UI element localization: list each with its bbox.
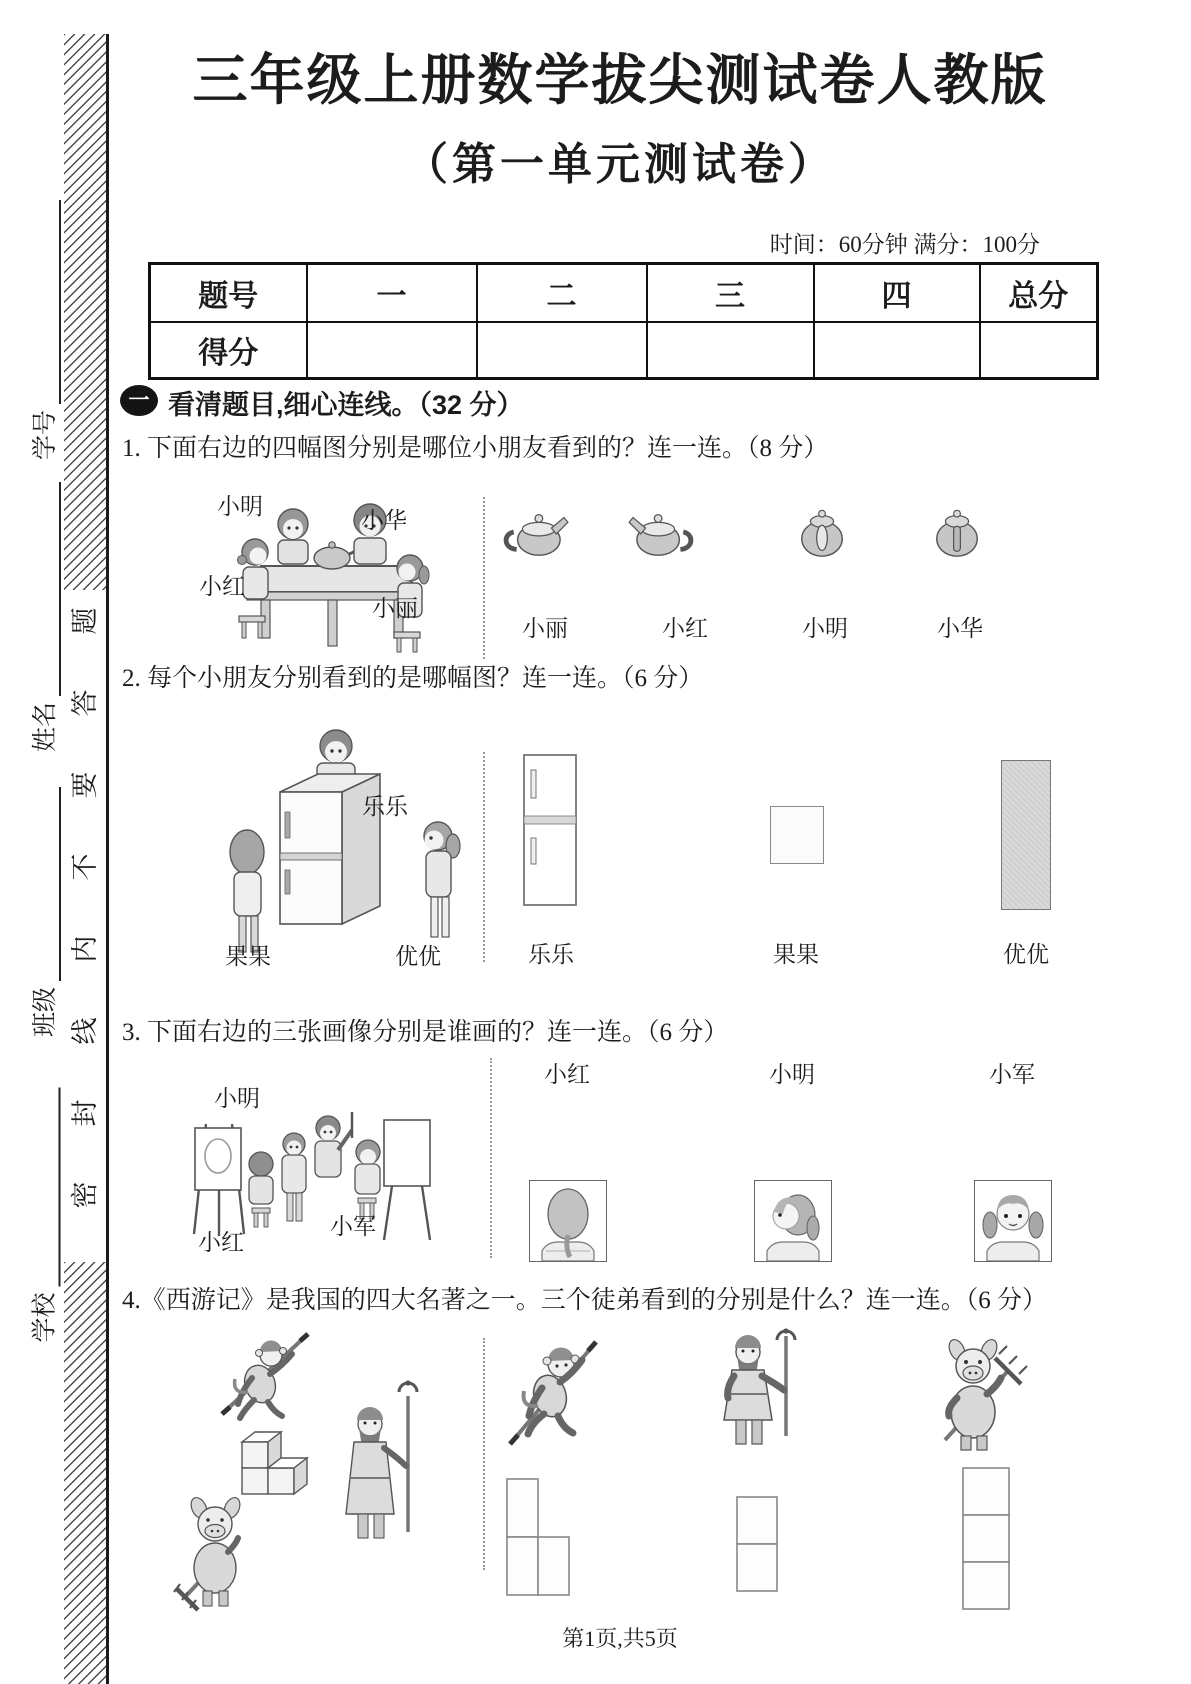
seal-char: 不 bbox=[70, 853, 100, 881]
score-table-header: 总分 bbox=[980, 264, 1098, 323]
q2-scene-label-behind: 乐乐 bbox=[362, 794, 408, 819]
q1-scene-label-left: 小红 bbox=[199, 574, 245, 599]
q2-scene-illustration bbox=[185, 700, 495, 969]
q2-scene-label-right: 优优 bbox=[395, 944, 441, 969]
page-title: 三年级上册数学拔尖测试卷人教版 bbox=[192, 50, 1048, 111]
class-field bbox=[27, 787, 61, 1037]
page-subtitle: （第一单元测试卷） bbox=[404, 140, 836, 189]
blocks-two-stack-image bbox=[736, 1496, 780, 1594]
q1-option-label: 小红 bbox=[662, 616, 708, 641]
name-field bbox=[27, 482, 61, 752]
zhu-bajie-image bbox=[925, 1330, 1043, 1452]
q1-option-label: 小华 bbox=[937, 616, 983, 641]
portrait-back-view-image bbox=[529, 1180, 607, 1262]
kids-around-refrigerator-image bbox=[185, 700, 495, 965]
q1-scene-label-right: 小丽 bbox=[372, 596, 418, 621]
seal-char: 要 bbox=[70, 771, 100, 799]
q1-option-label: 小丽 bbox=[522, 616, 568, 641]
q1-scene-illustration bbox=[165, 468, 470, 658]
question-4-text: 4.《西游记》是我国的四大名著之一。三个徒弟看到的分别是什么？连一连。（6 分） bbox=[122, 1287, 1048, 1314]
fridge-top-view-image bbox=[770, 806, 824, 864]
fridge-front-view-image bbox=[523, 754, 577, 906]
q2-option-label: 优优 bbox=[1003, 942, 1049, 967]
seal-border-line bbox=[106, 34, 109, 1684]
q4-divider bbox=[483, 1338, 485, 1570]
class-blank bbox=[33, 787, 61, 981]
q1-scene-label-top-left: 小明 bbox=[217, 494, 263, 519]
student-number-label: 学号 bbox=[32, 409, 59, 460]
score-table-header: 三 bbox=[647, 264, 814, 323]
q3-scene-illustration bbox=[168, 1072, 443, 1255]
blocks-three-stack-image bbox=[962, 1467, 1012, 1613]
score-cell bbox=[307, 322, 477, 379]
seal-char: 题 bbox=[70, 607, 100, 635]
time-score-line: 时间：60分钟 满分：100分 bbox=[769, 232, 1040, 257]
score-row-label: 得分 bbox=[150, 322, 307, 379]
name-blank bbox=[33, 482, 61, 696]
sun-wukong-image bbox=[498, 1332, 608, 1452]
score-table-header: 一 bbox=[307, 264, 477, 323]
seal-hatch-bottom bbox=[64, 1262, 106, 1684]
question-1-text: 1. 下面右边的四幅图分别是哪位小朋友看到的？连一连。（8 分） bbox=[122, 435, 829, 462]
seal-char: 答 bbox=[70, 689, 100, 717]
seal-char: 线 bbox=[70, 1017, 100, 1045]
blocks-l-shape-image bbox=[506, 1478, 570, 1598]
score-table-header: 四 bbox=[814, 264, 980, 323]
q1-option-label: 小明 bbox=[802, 616, 848, 641]
q1-scene-label-top-right: 小华 bbox=[361, 508, 407, 533]
question-3-text: 3. 下面右边的三张画像分别是谁画的？连一连。（6 分） bbox=[122, 1019, 729, 1046]
section-number-badge: 一 bbox=[120, 385, 158, 416]
q3-scene-label-bottom-left: 小红 bbox=[198, 1230, 244, 1255]
seal-hatch-top bbox=[64, 34, 106, 590]
teapot-side-spout-right-image bbox=[500, 503, 570, 561]
question-2-text: 2. 每个小朋友分别看到的是哪幅图？连一连。（6 分） bbox=[122, 665, 704, 692]
student-number-field bbox=[27, 200, 61, 460]
kids-around-table-image bbox=[165, 468, 470, 658]
student-number-blank bbox=[33, 200, 61, 404]
seal-char: 内 bbox=[70, 935, 100, 963]
score-table bbox=[148, 262, 1099, 380]
school-field bbox=[27, 1088, 61, 1343]
score-table-header: 二 bbox=[477, 264, 647, 323]
school-blank bbox=[33, 1088, 61, 1287]
school-label: 学校 bbox=[31, 1292, 59, 1343]
page-number: 第1页,共5页 bbox=[562, 1626, 678, 1651]
portrait-profile-view-image bbox=[754, 1180, 832, 1262]
fridge-side-view-image bbox=[1001, 760, 1051, 910]
q3-option-label: 小军 bbox=[989, 1062, 1035, 1087]
q3-scene-label-top: 小明 bbox=[214, 1086, 260, 1111]
q3-option-label: 小红 bbox=[544, 1062, 590, 1087]
section-title: 看清题目,细心连线。（32 分） bbox=[168, 390, 524, 420]
q3-option-label: 小明 bbox=[769, 1062, 815, 1087]
q2-option-label: 乐乐 bbox=[528, 942, 574, 967]
teapot-back-view-image bbox=[928, 505, 986, 561]
teapot-front-view-image bbox=[793, 505, 851, 561]
q3-scene-label-bottom-right: 小军 bbox=[330, 1214, 376, 1239]
sha-wujing-image bbox=[708, 1326, 803, 1450]
three-disciples-scene-image bbox=[172, 1328, 427, 1620]
seal-char: 封 bbox=[70, 1099, 100, 1127]
class-label: 班级 bbox=[32, 986, 59, 1037]
score-cell bbox=[647, 322, 814, 379]
score-cell bbox=[980, 322, 1098, 379]
q2-option-label: 果果 bbox=[773, 942, 819, 967]
score-cell bbox=[814, 322, 980, 379]
q2-divider bbox=[483, 752, 485, 962]
q2-scene-label-left: 果果 bbox=[225, 944, 271, 969]
q3-divider bbox=[490, 1058, 492, 1258]
portrait-front-view-image bbox=[974, 1180, 1052, 1262]
name-label: 姓名 bbox=[32, 701, 59, 752]
teapot-side-spout-left-image bbox=[627, 503, 697, 561]
seal-char: 密 bbox=[70, 1181, 100, 1209]
q4-scene-illustration bbox=[172, 1328, 427, 1620]
score-table-header: 题号 bbox=[150, 264, 307, 323]
score-cell bbox=[477, 322, 647, 379]
q1-divider bbox=[483, 497, 485, 659]
